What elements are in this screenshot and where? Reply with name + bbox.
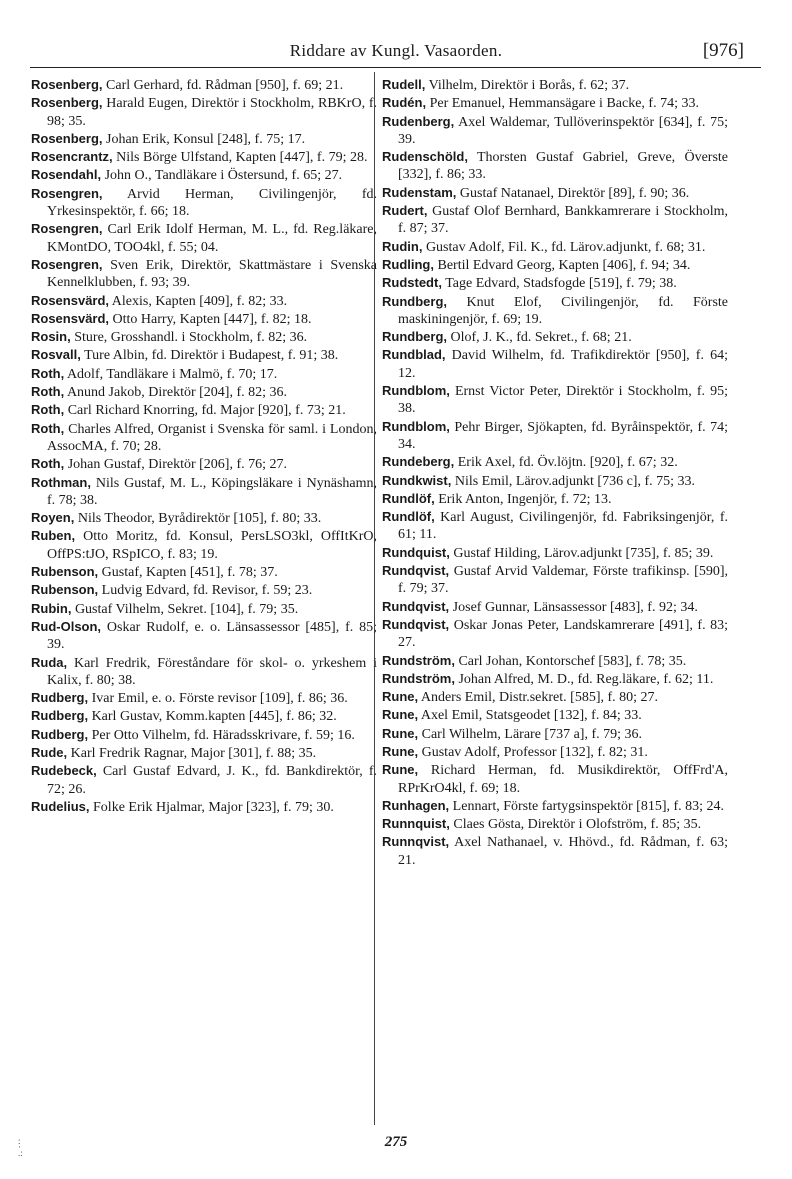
entry-details: Sven Erik, Direktör, Skattmästare i Svenska Kennelklubben, f. 93; 39. [47,257,377,291]
register-entry [31,762,377,798]
register-entry [31,401,377,419]
entry-details: Josef Gunnar, Länsassessor [483], f. 92; 34. [449,599,698,615]
entry-details: Gustaf Olof Bernhard, Bankkamrerare i Stockholm, f. 87; 37. [398,204,728,237]
entry-details: Ture Albin, fd. Direktör i Budapest, f. 91; 38. [80,348,339,364]
register-entry [382,688,728,706]
register-entry [31,707,377,725]
entry-surname: Runnqvist, [382,834,450,850]
entry-surname: Rudell, [382,77,426,92]
entry-details: Vilhelm, Direktör i Borås, f. 62; 37. [425,78,630,93]
register-entry [382,256,728,274]
register-entry [382,833,728,869]
entry-surname: Rothman, [31,474,91,490]
column-divider [374,72,375,1125]
register-entry [31,563,377,581]
entry-details: Anders Emil, Distr.sekret. [585], f. 80; 27. [418,690,659,706]
entry-details: Gustav Adolf, Fil. K., fd. Lärov.adjunkt, f. 68; 31. [422,239,706,255]
register-entry [31,365,377,383]
register-entry [31,581,377,599]
register-entry [31,130,377,148]
register-entry [31,798,377,816]
entry-details: Per Emanuel, Hemmansägare i Backe, f. 74; 33. [426,96,699,112]
entry-surname: Rosenberg, [31,77,103,92]
entry-details: Oskar Rudolf, e. o. Länsassessor [485], f. 85; 39. [47,619,377,653]
register-entry [31,148,377,166]
register-entry [382,743,728,761]
entry-surname: Roth, [31,384,65,400]
entry-surname: Runnquist, [382,816,450,832]
entry-details: Johan Alfred, M. D., fd. Reg.läkare, f. 62; 11. [454,671,714,687]
entry-surname: Rundkwist, [382,472,452,488]
entry-surname: Rosensvärd, [31,310,110,326]
register-entry [382,706,728,724]
entry-details: Axel Nathanael, v. Hhövd., fd. Rådman, f. 63; 21. [398,835,728,868]
register-entry [382,274,728,292]
entry-details: Lennart, Förste fartygsinspektör [815], f. 83; 24. [449,798,725,814]
entry-surname: Rundberg, [382,293,447,309]
register-entry [31,292,377,310]
register-entry [382,293,728,329]
entry-surname: Rudin, [382,238,423,254]
entry-details: Erik Anton, Ingenjör, f. 72; 13. [434,491,612,507]
register-entry [31,527,377,563]
entry-details: Ludvig Edvard, fd. Revisor, f. 59; 23. [98,583,313,599]
register-entry [382,76,728,94]
register-entry [31,383,377,401]
entry-surname: Rubenson, [31,582,99,598]
entry-details: Nils Gustaf, M. L., Köpingsläkare i Nynäshamn, f. 78; 38. [47,475,377,508]
entry-surname: Roth, [31,420,65,436]
entry-surname: Ruda, [31,654,68,670]
register-entry [382,328,728,346]
entry-surname: Rudenberg, [382,113,455,129]
register-entry [31,328,377,346]
margin-marks: : · .: [18,1136,23,1158]
entry-surname: Rundqvist, [382,616,450,632]
entry-surname: Rune, [382,689,419,705]
register-entry [382,616,728,652]
register-entry [382,761,728,797]
entry-surname: Rudling, [382,256,434,272]
entry-details: Karl Fredrik Ragnar, Major [301], f. 88; 35. [67,745,317,761]
entry-surname: Rubin, [31,600,72,616]
entry-surname: Rudert, [382,203,428,219]
entry-details: Gustaf Arvid Valdemar, Förste trafikinsp. [590], f. 79; 37. [398,564,728,597]
entry-surname: Rundström, [382,670,455,686]
entry-surname: Rudenstam, [382,184,457,200]
entry-details: Knut Elof, Civilingenjör, fd. Förste maskiningenjör, f. 69; 19. [398,294,728,327]
entry-details: Otto Harry, Kapten [447], f. 82; 18. [109,311,312,327]
entry-details: John O., Tandläkare i Östersund, f. 65; 27. [101,168,343,184]
register-entry [382,562,728,598]
register-entry [31,509,377,527]
entry-surname: Roth, [31,456,65,472]
entry-details: Karl Fredrik, Föreståndare för skol- o. yrkeshem i Kalix, f. 80; 38. [47,655,377,688]
header-rule [30,67,761,68]
entry-details: Ernst Victor Peter, Direktör i Stockholm, f. 95; 38. [398,384,728,417]
entry-surname: Rosengren, [31,185,103,201]
entry-surname: Rude, [31,744,68,760]
register-entry [31,256,377,292]
entry-details: Harald Eugen, Direktör i Stockholm, RBKrO, f. 98; 35. [47,96,377,129]
entry-surname: Rosvall, [31,347,81,363]
entry-details: Axel Waldemar, Tullöverinspektör [634], f. 75; 39. [398,114,728,147]
entry-details: Carl Johan, Kontorschef [583], f. 78; 35. [454,653,687,669]
entry-details: Karl Gustav, Komm.kapten [445], f. 86; 32. [88,709,337,725]
entry-surname: Rudelius, [31,798,90,814]
entry-surname: Rosensvärd, [31,292,110,308]
entry-surname: Rundblom, [382,383,450,399]
register-entry [382,94,728,112]
register-entry [382,652,728,670]
register-entry [31,346,377,364]
entry-surname: Rune, [382,725,419,741]
entry-details: Gustaf Vilhelm, Sekret. [104], f. 79; 35. [71,601,299,617]
entry-details: Johan Erik, Konsul [248], f. 75; 17. [102,131,306,147]
entry-details: Bertil Edvard Georg, Kapten [406], f. 94; 34. [434,257,691,273]
entry-details: Oskar Jonas Peter, Landskamrerare [491], f. 83; 27. [398,617,728,651]
entry-surname: Rundeberg, [382,454,455,470]
entry-surname: Rundlöf, [382,509,435,525]
register-entry [382,508,728,544]
register-entry [31,76,377,94]
register-entry [31,654,377,690]
entry-surname: Rune, [382,762,419,778]
entry-details: Adolf, Tandläkare i Malmö, f. 70; 17. [64,366,278,382]
entry-surname: Rundquist, [382,544,450,560]
entry-surname: Ruben, [31,528,76,544]
entry-surname: Rubenson, [31,564,99,580]
register-entry [382,346,728,382]
register-entry [382,815,728,833]
register-entry [382,598,728,616]
entry-surname: Rosencrantz, [31,149,113,165]
register-entry [382,113,728,149]
entry-surname: Rune, [382,707,419,723]
entry-details: Axel Emil, Statsgeodet [132], f. 84; 33. [418,708,642,724]
entry-details: Gustaf Hilding, Lärov.adjunkt [735], f. 85; 39. [449,545,714,561]
entry-details: Carl Richard Knorring, fd. Major [920], f. 73; 21. [64,403,346,419]
entry-details: Carl Gustaf Edvard, J. K., fd. Bankdirektör, f. 72; 26. [47,764,377,797]
entry-details: Carl Erik Idolf Herman, M. L., fd. Reg.läkare, KMontDO, TOO4kl, f. 55; 04. [47,222,377,255]
register-entry [382,184,728,202]
entry-details: Tage Edvard, Stadsfogde [519], f. 79; 38. [441,276,677,292]
register-entry [382,148,728,184]
register-entry [31,726,377,744]
entry-details: Nils Theodor, Byrådirektör [105], f. 80; 33. [74,511,322,527]
entry-details: Charles Alfred, Organist i Svenska för saml. i London, AssocMA, f. 70; 28. [47,421,377,454]
entry-surname: Royen, [31,510,75,526]
entry-surname: Rudberg, [31,708,89,724]
entry-details: Sture, Grosshandl. i Stockholm, f. 82; 36. [70,330,308,346]
entry-details: Gustaf, Kapten [451], f. 78; 37. [98,565,278,581]
entry-surname: Rundqvist, [382,598,450,614]
entry-surname: Rundström, [382,652,455,668]
entry-surname: Rudén, [382,95,427,111]
register-entry [31,600,377,618]
entry-surname: Rosin, [31,329,71,345]
entry-surname: Rundqvist, [382,563,450,579]
register-entry [31,618,377,654]
entry-surname: Rud-Olson, [31,618,102,634]
page-folio: 275 [384,1134,408,1150]
entry-details: David Wilhelm, fd. Trafikdirektör [950], f. 64; 12. [398,348,728,381]
entry-details: Arvid Herman, Civilingenjör, fd. Yrkesinspektör, f. 66; 18. [47,186,377,220]
entry-surname: Roth, [31,365,65,381]
entry-surname: Rosengren, [31,221,103,237]
entry-details: Thorsten Gustaf Gabriel, Greve, Överste [332], f. 86; 33. [398,150,728,183]
register-entry [31,94,377,130]
entry-surname: Rosenberg, [31,95,103,111]
entry-details: Pehr Birger, Sjökapten, fd. Byråinspektör, f. 74; 34. [398,419,728,452]
entry-surname: Rudenschöld, [382,149,468,165]
register-entry [31,166,377,184]
register-entry [382,472,728,490]
entry-surname: Rosengren, [31,256,103,272]
entry-surname: Rudstedt, [382,275,442,291]
register-entry [31,420,377,456]
register-entry [31,474,377,510]
register-entry [31,310,377,328]
left-column [31,76,377,816]
register-entry [382,725,728,743]
entry-details: Johan Gustaf, Direktör [206], f. 76; 27. [64,457,288,473]
entry-surname: Rudberg, [31,726,89,742]
entry-details: Ivar Emil, e. o. Förste revisor [109], f. 86; 36. [88,691,348,707]
register-entry [382,544,728,562]
entry-details: Anund Jakob, Direktör [204], f. 82; 36. [64,385,288,401]
register-entry [382,238,728,256]
entry-surname: Rundlöf, [382,490,435,506]
entry-surname: Runhagen, [382,797,450,813]
register-entry [31,744,377,762]
entry-surname: Rudebeck, [31,763,97,779]
entry-surname: Rosendahl, [31,167,102,183]
register-entry [382,797,728,815]
entry-details: Gustaf Natanael, Direktör [89], f. 90; 36. [456,185,690,201]
entry-details: Nils Emil, Lärov.adjunkt [736 c], f. 75; 33. [451,473,696,489]
entry-details: Per Otto Vilhelm, fd. Häradsskrivare, f. 59; 16. [88,727,355,743]
entry-details: Carl Gerhard, fd. Rådman [950], f. 69; 21. [102,78,344,93]
entry-details: Gustav Adolf, Professor [132], f. 82; 31. [418,744,648,760]
entry-surname: Rudberg, [31,690,89,706]
entry-details: Alexis, Kapten [409], f. 82; 33. [109,293,288,309]
entry-surname: Rune, [382,743,419,759]
entry-details: Claes Gösta, Direktör i Olofström, f. 85; 35. [449,817,702,833]
register-entry [31,689,377,707]
entry-details: Erik Axel, fd. Öv.löjtn. [920], f. 67; 32. [454,455,678,471]
entry-details: Carl Wilhelm, Lärare [737 a], f. 79; 36. [418,726,643,742]
entry-details: Richard Herman, fd. Musikdirektör, OffFrd'A, RPrKrO4kl, f. 69; 18. [398,763,728,796]
register-entry [382,202,728,238]
right-column [382,76,728,869]
running-title: Riddare av Kungl. Vasaorden. [289,41,503,60]
register-entry [31,455,377,473]
register-entry [382,382,728,418]
entry-details: Olof, J. K., fd. Sekret., f. 68; 21. [447,330,632,346]
entry-surname: Rundblad, [382,347,446,363]
register-entry [31,185,377,221]
page-reference: [976] [702,40,744,61]
entry-details: Folke Erik Hjalmar, Major [323], f. 79; 30. [89,799,334,815]
register-entry [31,220,377,256]
entry-details: Karl August, Civilingenjör, fd. Fabriksingenjör, f. 61; 11. [398,510,728,543]
register-entry [382,453,728,471]
entry-surname: Rosenberg, [31,130,103,146]
entry-details: Otto Moritz, fd. Konsul, PersLSO3kl, OffItKrO, OffPS:tJO, RSpICO, f. 83; 19. [47,529,377,562]
entry-surname: Roth, [31,402,65,418]
register-entry [382,670,728,688]
register-entry [382,490,728,508]
entry-surname: Rundberg, [382,329,447,345]
register-entry [382,418,728,454]
entry-surname: Rundblom, [382,418,450,434]
entry-details: Nils Börge Ulfstand, Kapten [447], f. 79; 28. [112,150,368,166]
